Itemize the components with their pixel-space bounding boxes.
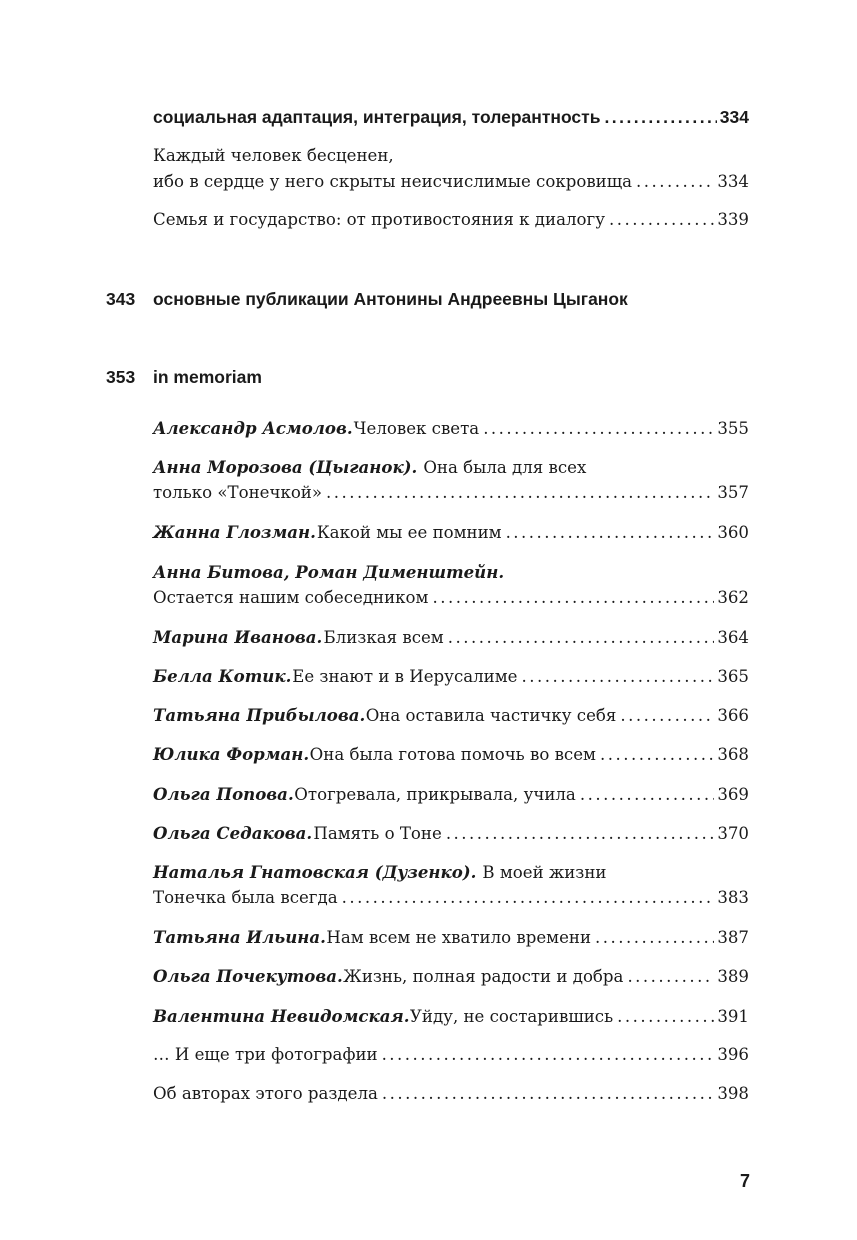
toc-entry-author: Анна Битова, Роман Дименштейн.: [153, 562, 505, 582]
toc-entry-title: Об авторах этого раздела: [153, 1084, 378, 1103]
toc-entry-author: Татьяна Прибылова.: [153, 705, 366, 725]
toc-entry-author: Наталья Гнатовская (Дузенко).: [153, 862, 477, 882]
toc-entry-title: Близкая всем: [323, 628, 444, 647]
toc-entry: [153, 559, 749, 611]
toc-entry-author: Жанна Глозман.: [153, 522, 316, 542]
toc-page-number: 391: [717, 1007, 749, 1026]
leader-dots: [342, 885, 715, 911]
toc-entry-title: Жизнь, полная радости и добра: [343, 967, 624, 986]
toc-entry-author: Ольга Седакова.: [153, 823, 313, 843]
toc-entry-title: В моей жизни: [482, 863, 607, 882]
toc-entry-title: Нам всем не хватило времени: [326, 928, 592, 947]
leader-dots: [620, 703, 714, 729]
toc-entry-title: Каждый человек бесценен,: [153, 146, 394, 165]
toc-entry: [153, 924, 749, 950]
toc-page-number: 334: [717, 172, 749, 191]
toc-entry-title: Остается нашим собеседником: [153, 588, 429, 607]
toc-entry: [153, 741, 749, 767]
toc-page-number: 368: [717, 745, 749, 764]
toc-entry: [153, 207, 749, 233]
toc-entry-title: Она оставила частичку себя: [365, 706, 617, 725]
toc-entry-author: Александр Асмолов.: [153, 418, 353, 438]
toc-entry-title: Ее знают и в Иерусалиме: [292, 667, 518, 686]
leader-dots: [604, 104, 716, 130]
toc-entry-author: Белла Котик.: [153, 666, 292, 686]
toc-page-number: 357: [717, 483, 749, 502]
leader-dots: [382, 1042, 715, 1068]
leader-dots: [483, 416, 714, 442]
toc-page-number: 383: [717, 888, 749, 907]
toc-entry-title: … И еще три фотографии: [153, 1045, 378, 1064]
toc-page-number: 364: [717, 628, 749, 647]
toc-entry-author: Ольга Почекутова.: [153, 966, 343, 986]
toc-entry: [153, 415, 749, 441]
leader-dots: [580, 782, 714, 808]
toc-entry-author: Валентина Невидомская.: [153, 1006, 410, 1026]
section-title-publications: основные публикации Антонины Андреевны Цыганок: [153, 289, 628, 309]
toc-entry-tolerance: [153, 104, 749, 130]
toc-entry: [153, 1081, 749, 1107]
toc-entry: [153, 859, 749, 911]
toc-entry-title: Человек света: [353, 419, 480, 438]
toc-entry-author: Ольга Попова.: [153, 784, 294, 804]
toc-entry-title: Какой мы ее помним: [316, 523, 502, 542]
toc-page-number: 365: [717, 667, 749, 686]
leader-dots: [382, 1081, 714, 1107]
toc-entry: [153, 1042, 749, 1068]
leader-dots: [432, 585, 714, 611]
leader-dots: [446, 821, 715, 847]
toc-entry: [153, 1003, 749, 1029]
toc-page-number: 396: [717, 1045, 749, 1064]
leader-dots: [600, 742, 714, 768]
toc-entry-author: Татьяна Ильина.: [153, 927, 326, 947]
leader-dots: [636, 169, 714, 195]
toc-entry-author: Юлика Форман.: [153, 744, 310, 764]
toc-entry: [153, 781, 749, 807]
toc-section-heading: социальная адаптация, интеграция, толерантность: [153, 107, 601, 127]
toc-entry: [153, 963, 749, 989]
folio-page-number: 7: [739, 1171, 750, 1191]
toc-page-number: 389: [717, 967, 749, 986]
toc-entry-title: Отогревала, прикрывала, учила: [294, 785, 576, 804]
leader-dots: [617, 1004, 714, 1030]
toc-entry: [153, 663, 749, 689]
toc-page-number: 370: [717, 824, 749, 843]
toc-page-number: 387: [717, 928, 749, 947]
toc-entry-title: Тонечка была всегда: [153, 888, 338, 907]
section-title-memoriam: in memoriam: [153, 367, 262, 387]
toc-entry: [153, 820, 749, 846]
toc-entry: [153, 702, 749, 728]
toc-entry-title: Семья и государство: от противостояния к диалогу: [153, 210, 605, 229]
toc-entry-title: Уйду, не состарившись: [409, 1007, 614, 1026]
toc-page-number: 369: [717, 785, 749, 804]
toc-page-number: 339: [717, 210, 749, 229]
toc-entry-title: ибо в сердце у него скрыты неисчислимые сокровища: [153, 172, 633, 191]
leader-dots: [595, 925, 714, 951]
toc-page-number: 366: [717, 706, 749, 725]
toc-entry-title: Она была для всех: [423, 458, 587, 477]
leader-dots: [506, 520, 715, 546]
leader-dots: [326, 480, 714, 506]
toc-entry-author: Анна Морозова (Цыганок).: [153, 457, 418, 477]
leader-dots: [521, 664, 714, 690]
toc-page-number: 362: [717, 588, 749, 607]
leader-dots: [627, 964, 714, 990]
toc-page-number: 334: [719, 107, 749, 127]
toc-page-number: 398: [717, 1084, 749, 1103]
toc-entry-title: только «Тонечкой»: [153, 483, 323, 502]
section-page-number: 353: [106, 367, 136, 387]
leader-dots: [609, 207, 714, 233]
leader-dots: [448, 625, 715, 651]
toc-entry-title: Память о Тоне: [313, 824, 442, 843]
toc-page-number: 355: [717, 419, 749, 438]
toc-entry-author: Марина Иванова.: [153, 627, 323, 647]
toc-entry: [153, 624, 749, 650]
toc-entry: [153, 143, 749, 195]
toc-page-number: 360: [717, 523, 749, 542]
toc-entry: [153, 519, 749, 545]
section-page-number: 343: [106, 289, 136, 309]
toc-entry: [153, 454, 749, 506]
toc-entry-title: Она была готова помочь во всем: [309, 745, 596, 764]
